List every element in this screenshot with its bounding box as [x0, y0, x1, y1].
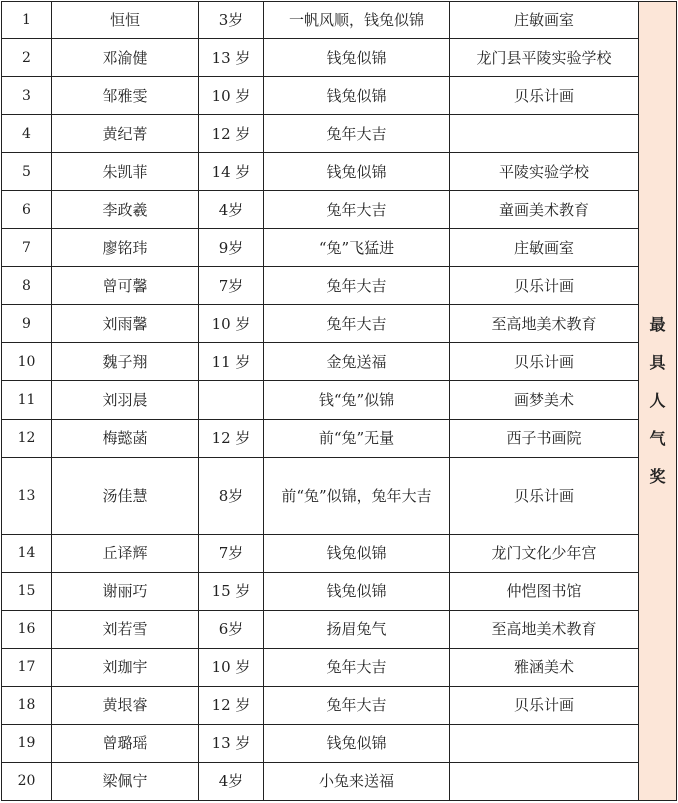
cell-title: 钱兔似锦	[264, 534, 450, 572]
cell-title: 前“兔”无量	[264, 419, 450, 457]
table-row	[2, 39, 677, 77]
cell-org: 贝乐计画	[450, 77, 639, 115]
cell-title: 兔年大吉	[264, 305, 450, 343]
cell-no: 6	[2, 191, 52, 229]
cell-org: 雅涵美术	[450, 648, 639, 686]
cell-title: 钱兔似锦	[264, 572, 450, 610]
cell-name: 曾可馨	[52, 267, 199, 305]
cell-org: 贝乐计画	[450, 686, 639, 724]
cell-name: 朱凯菲	[52, 153, 199, 191]
cell-age: 10 岁	[199, 648, 264, 686]
cell-title: “兔”飞猛进	[264, 229, 450, 267]
cell-org: 西子书画院	[450, 419, 639, 457]
cell-age: 6岁	[199, 610, 264, 648]
awards-table-body	[2, 2, 677, 801]
cell-title: 钱兔似锦	[264, 153, 450, 191]
cell-org: 至高地美术教育	[450, 305, 639, 343]
cell-org: 平陵实验学校	[450, 153, 639, 191]
cell-org	[450, 762, 639, 800]
table-row	[2, 457, 677, 534]
cell-title: 兔年大吉	[264, 267, 450, 305]
cell-org: 贝乐计画	[450, 343, 639, 381]
cell-title: 一帆风顺，钱兔似锦	[264, 2, 450, 39]
cell-name: 刘雨馨	[52, 305, 199, 343]
table-row	[2, 610, 677, 648]
cell-no: 8	[2, 267, 52, 305]
cell-name: 李政羲	[52, 191, 199, 229]
cell-title: 兔年大吉	[264, 648, 450, 686]
cell-name: 曾璐瑶	[52, 724, 199, 762]
cell-title: 兔年大吉	[264, 191, 450, 229]
cell-age: 4岁	[199, 191, 264, 229]
awards-table	[1, 1, 677, 801]
cell-name: 邹雅雯	[52, 77, 199, 115]
cell-org: 童画美术教育	[450, 191, 639, 229]
table-row	[2, 115, 677, 153]
cell-org: 贝乐计画	[450, 457, 639, 534]
cell-age: 13 岁	[199, 724, 264, 762]
cell-no: 12	[2, 419, 52, 457]
cell-no: 9	[2, 305, 52, 343]
cell-name: 刘若雪	[52, 610, 199, 648]
cell-title: 兔年大吉	[264, 686, 450, 724]
cell-age: 7岁	[199, 267, 264, 305]
cell-name: 恒恒	[52, 2, 199, 39]
cell-no: 13	[2, 457, 52, 534]
cell-age: 9岁	[199, 229, 264, 267]
table-row	[2, 191, 677, 229]
cell-org: 仲恺图书馆	[450, 572, 639, 610]
cell-org: 贝乐计画	[450, 267, 639, 305]
cell-no: 16	[2, 610, 52, 648]
table-row	[2, 267, 677, 305]
cell-org: 至高地美术教育	[450, 610, 639, 648]
cell-title: 钱“兔”似锦	[264, 381, 450, 419]
cell-age: 10 岁	[199, 77, 264, 115]
cell-no: 18	[2, 686, 52, 724]
cell-age: 12 岁	[199, 686, 264, 724]
cell-no: 15	[2, 572, 52, 610]
cell-title: 钱兔似锦	[264, 39, 450, 77]
cell-name: 黄垠睿	[52, 686, 199, 724]
cell-age: 8岁	[199, 457, 264, 534]
award-category-cell	[639, 2, 677, 801]
table-row	[2, 572, 677, 610]
cell-name: 刘珈宇	[52, 648, 199, 686]
cell-name: 汤佳慧	[52, 457, 199, 534]
cell-org: 画梦美术	[450, 381, 639, 419]
cell-no: 17	[2, 648, 52, 686]
cell-age: 7岁	[199, 534, 264, 572]
cell-age: 14 岁	[199, 153, 264, 191]
cell-age: 13 岁	[199, 39, 264, 77]
cell-name: 廖铭玮	[52, 229, 199, 267]
cell-no: 2	[2, 39, 52, 77]
cell-no: 19	[2, 724, 52, 762]
table-row	[2, 648, 677, 686]
cell-title: 扬眉兔气	[264, 610, 450, 648]
cell-no: 3	[2, 77, 52, 115]
cell-no: 10	[2, 343, 52, 381]
cell-org: 庄敏画室	[450, 2, 639, 39]
cell-name: 谢丽巧	[52, 572, 199, 610]
table-row	[2, 534, 677, 572]
cell-title: 钱兔似锦	[264, 77, 450, 115]
cell-age: 10 岁	[199, 305, 264, 343]
cell-age: 3岁	[199, 2, 264, 39]
cell-title: 金兔送福	[264, 343, 450, 381]
cell-age: 11 岁	[199, 343, 264, 381]
table-row	[2, 305, 677, 343]
cell-no: 11	[2, 381, 52, 419]
cell-name: 梁佩宁	[52, 762, 199, 800]
table-row	[2, 77, 677, 115]
cell-name: 黄纪菁	[52, 115, 199, 153]
cell-title: 兔年大吉	[264, 115, 450, 153]
cell-title: 前“兔”似锦，兔年大吉	[264, 457, 450, 534]
cell-org	[450, 724, 639, 762]
cell-title: 钱兔似锦	[264, 724, 450, 762]
cell-age: 15 岁	[199, 572, 264, 610]
cell-name: 梅懿菡	[52, 419, 199, 457]
cell-age: 12 岁	[199, 419, 264, 457]
cell-title: 小兔来送福	[264, 762, 450, 800]
cell-name: 刘羽晨	[52, 381, 199, 419]
cell-org	[450, 115, 639, 153]
cell-age: 12 岁	[199, 115, 264, 153]
awards-table-container	[1, 1, 676, 801]
table-row	[2, 762, 677, 800]
cell-no: 4	[2, 115, 52, 153]
cell-no: 5	[2, 153, 52, 191]
table-row	[2, 686, 677, 724]
table-row	[2, 2, 677, 39]
table-row	[2, 419, 677, 457]
cell-age	[199, 381, 264, 419]
table-row	[2, 724, 677, 762]
table-row	[2, 153, 677, 191]
cell-name: 魏子翔	[52, 343, 199, 381]
cell-name: 丘译辉	[52, 534, 199, 572]
cell-age: 4岁	[199, 762, 264, 800]
cell-org: 龙门文化少年宫	[450, 534, 639, 572]
cell-no: 14	[2, 534, 52, 572]
table-row	[2, 381, 677, 419]
cell-org: 庄敏画室	[450, 229, 639, 267]
cell-no: 20	[2, 762, 52, 800]
cell-no: 1	[2, 2, 52, 39]
award-category-label: 最具人气奖	[649, 315, 666, 486]
cell-name: 邓渝健	[52, 39, 199, 77]
cell-org: 龙门县平陵实验学校	[450, 39, 639, 77]
table-row	[2, 343, 677, 381]
table-row	[2, 229, 677, 267]
cell-no: 7	[2, 229, 52, 267]
